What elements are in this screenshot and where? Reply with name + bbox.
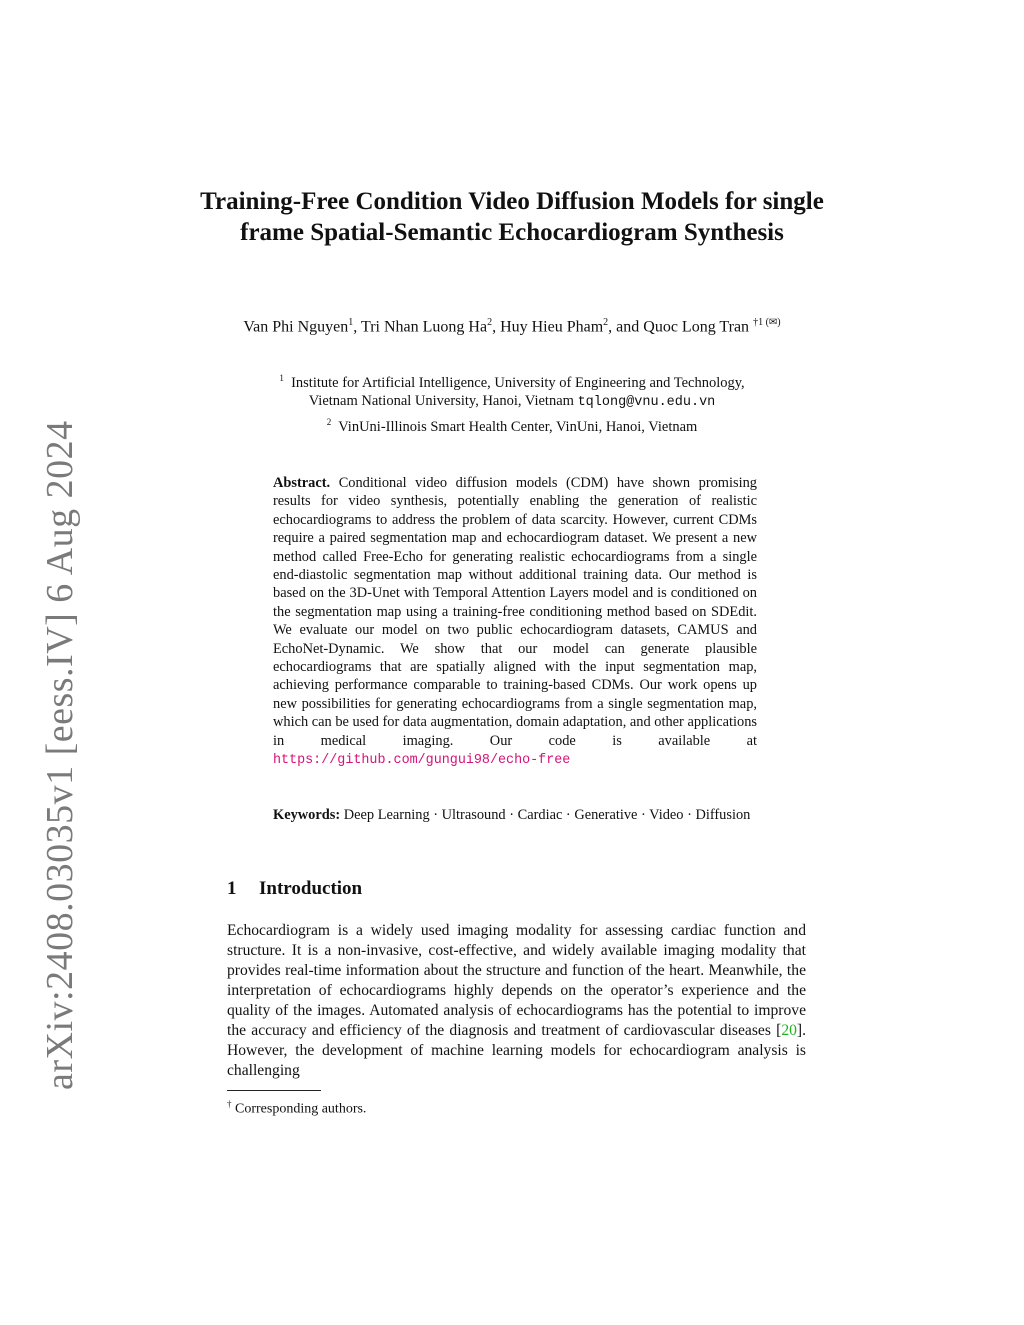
author-affil-mark: 2 [487,317,493,328]
intro-text: ]. However, the development of machine learning models for echocardiogram analysis is challenging [227,1022,806,1079]
keywords-text: Deep Learning · Ultrasound · Cardiac · Generative · Video · Diffusion [343,807,751,823]
intro-text: Echocardiogram is a widely used imaging modality for assessing cardiac function and structure. It is a non-invasive, cost-effective, and widely available imaging modality that provides real-time information about the structure and function of the heart. Meanwhile, the interpretation of echocardiograms highly depends on the operator’s experience and the quality of the images. Automated analysis of echocardiograms has the potential to improve the accuracy and efficiency of the diagnosis and treatment of cardiovascular diseases [ [227,922,806,1039]
affiliation-text: Vietnam National University, Hanoi, Vietnam [308,393,574,410]
affiliation-number: 2 [326,416,332,427]
author-affil-mark: 1 [348,317,354,328]
footnote-mark: † [227,1099,232,1109]
abstract-label: Abstract. [273,475,331,491]
affiliation-text: Institute for Artificial Intelligence, University of Engineering and Technology, [291,374,745,391]
introduction-paragraph [227,921,806,1081]
author-name: , and Quoc Long Tran [608,318,750,336]
author-list: Van Phi Nguyen$^1$, Tri Nhan Luong Ha$^2$, Huy Hieu Pham$^2$, and Quoc Long Tran $^{\dagger 1 (✉)}$ [243,317,781,336]
affiliation-2 [220,413,804,436]
author-name: Van Phi Nguyen [243,318,349,336]
code-link[interactable]: https://github.com/gungui98/echo-free [273,753,571,769]
arxiv-side-stamp: arXiv:2408.03035v1 [eess.IV] 6 Aug 2024 [39,420,81,1090]
section-heading-introduction [227,876,807,902]
affiliation-text: VinUni-Illinois Smart Health Center, VinUni, Hanoi, Vietnam [338,418,698,435]
affiliation-1 [220,369,804,392]
section-number: 1 [227,878,237,899]
author-name: Huy Hieu Pham [500,318,604,336]
affiliation-number: 1 [279,373,284,383]
corresponding-author-mark: †1 (✉) [753,317,781,328]
author-email[interactable]: tqlong@vnu.edu.vn [577,395,716,411]
affiliations [220,369,804,436]
citation-link[interactable]: 20 [781,1022,797,1039]
keywords [273,806,757,824]
affiliation-1-line-2 [220,392,804,413]
section-title: Introduction [259,878,363,899]
paper-title: Training-Free Condition Video Diffusion Models for single frame Spatial-Semantic Echocardiogram Synthesis [200,188,824,246]
footnote-text: Corresponding authors. [235,1101,367,1117]
author-name: Tri Nhan Luong Ha [360,318,488,336]
footnote-divider [227,1090,321,1091]
keywords-label: Keywords: [273,807,341,823]
abstract [273,474,757,771]
footnote [227,1095,807,1119]
author-affil-mark: 2 [603,317,609,328]
abstract-text: Conditional video diffusion models (CDM) have shown promising results for video synthesis, potentially enabling the generation of realistic echocardiograms to address the problem of data scarcity. However, current CDMs require a paired segmentation map and echocardiogram dataset. We present a new method called Free-Echo for generating realistic echocardiograms from a single end-diastolic segmentation map without additional training data. Our method is based on the 3D-Unet with Temporal Attention Layers model and is conditioned on the segmentation map using a training-free conditioning method based on SDEdit. We evaluate our model on two public echocardiogram datasets, CAMUS and EchoNet-Dynamic. We show that our model can generate plausible echocardiograms that are spatially aligned with the input segmentation map, achieving performance comparable to training-based CDMs. Our work opens up new possibilities for generating echocardiograms from a single segmentation map, which can be used for data augmentation, domain adaptation, and other applications in medical imaging. Our code is available at [273,475,757,749]
